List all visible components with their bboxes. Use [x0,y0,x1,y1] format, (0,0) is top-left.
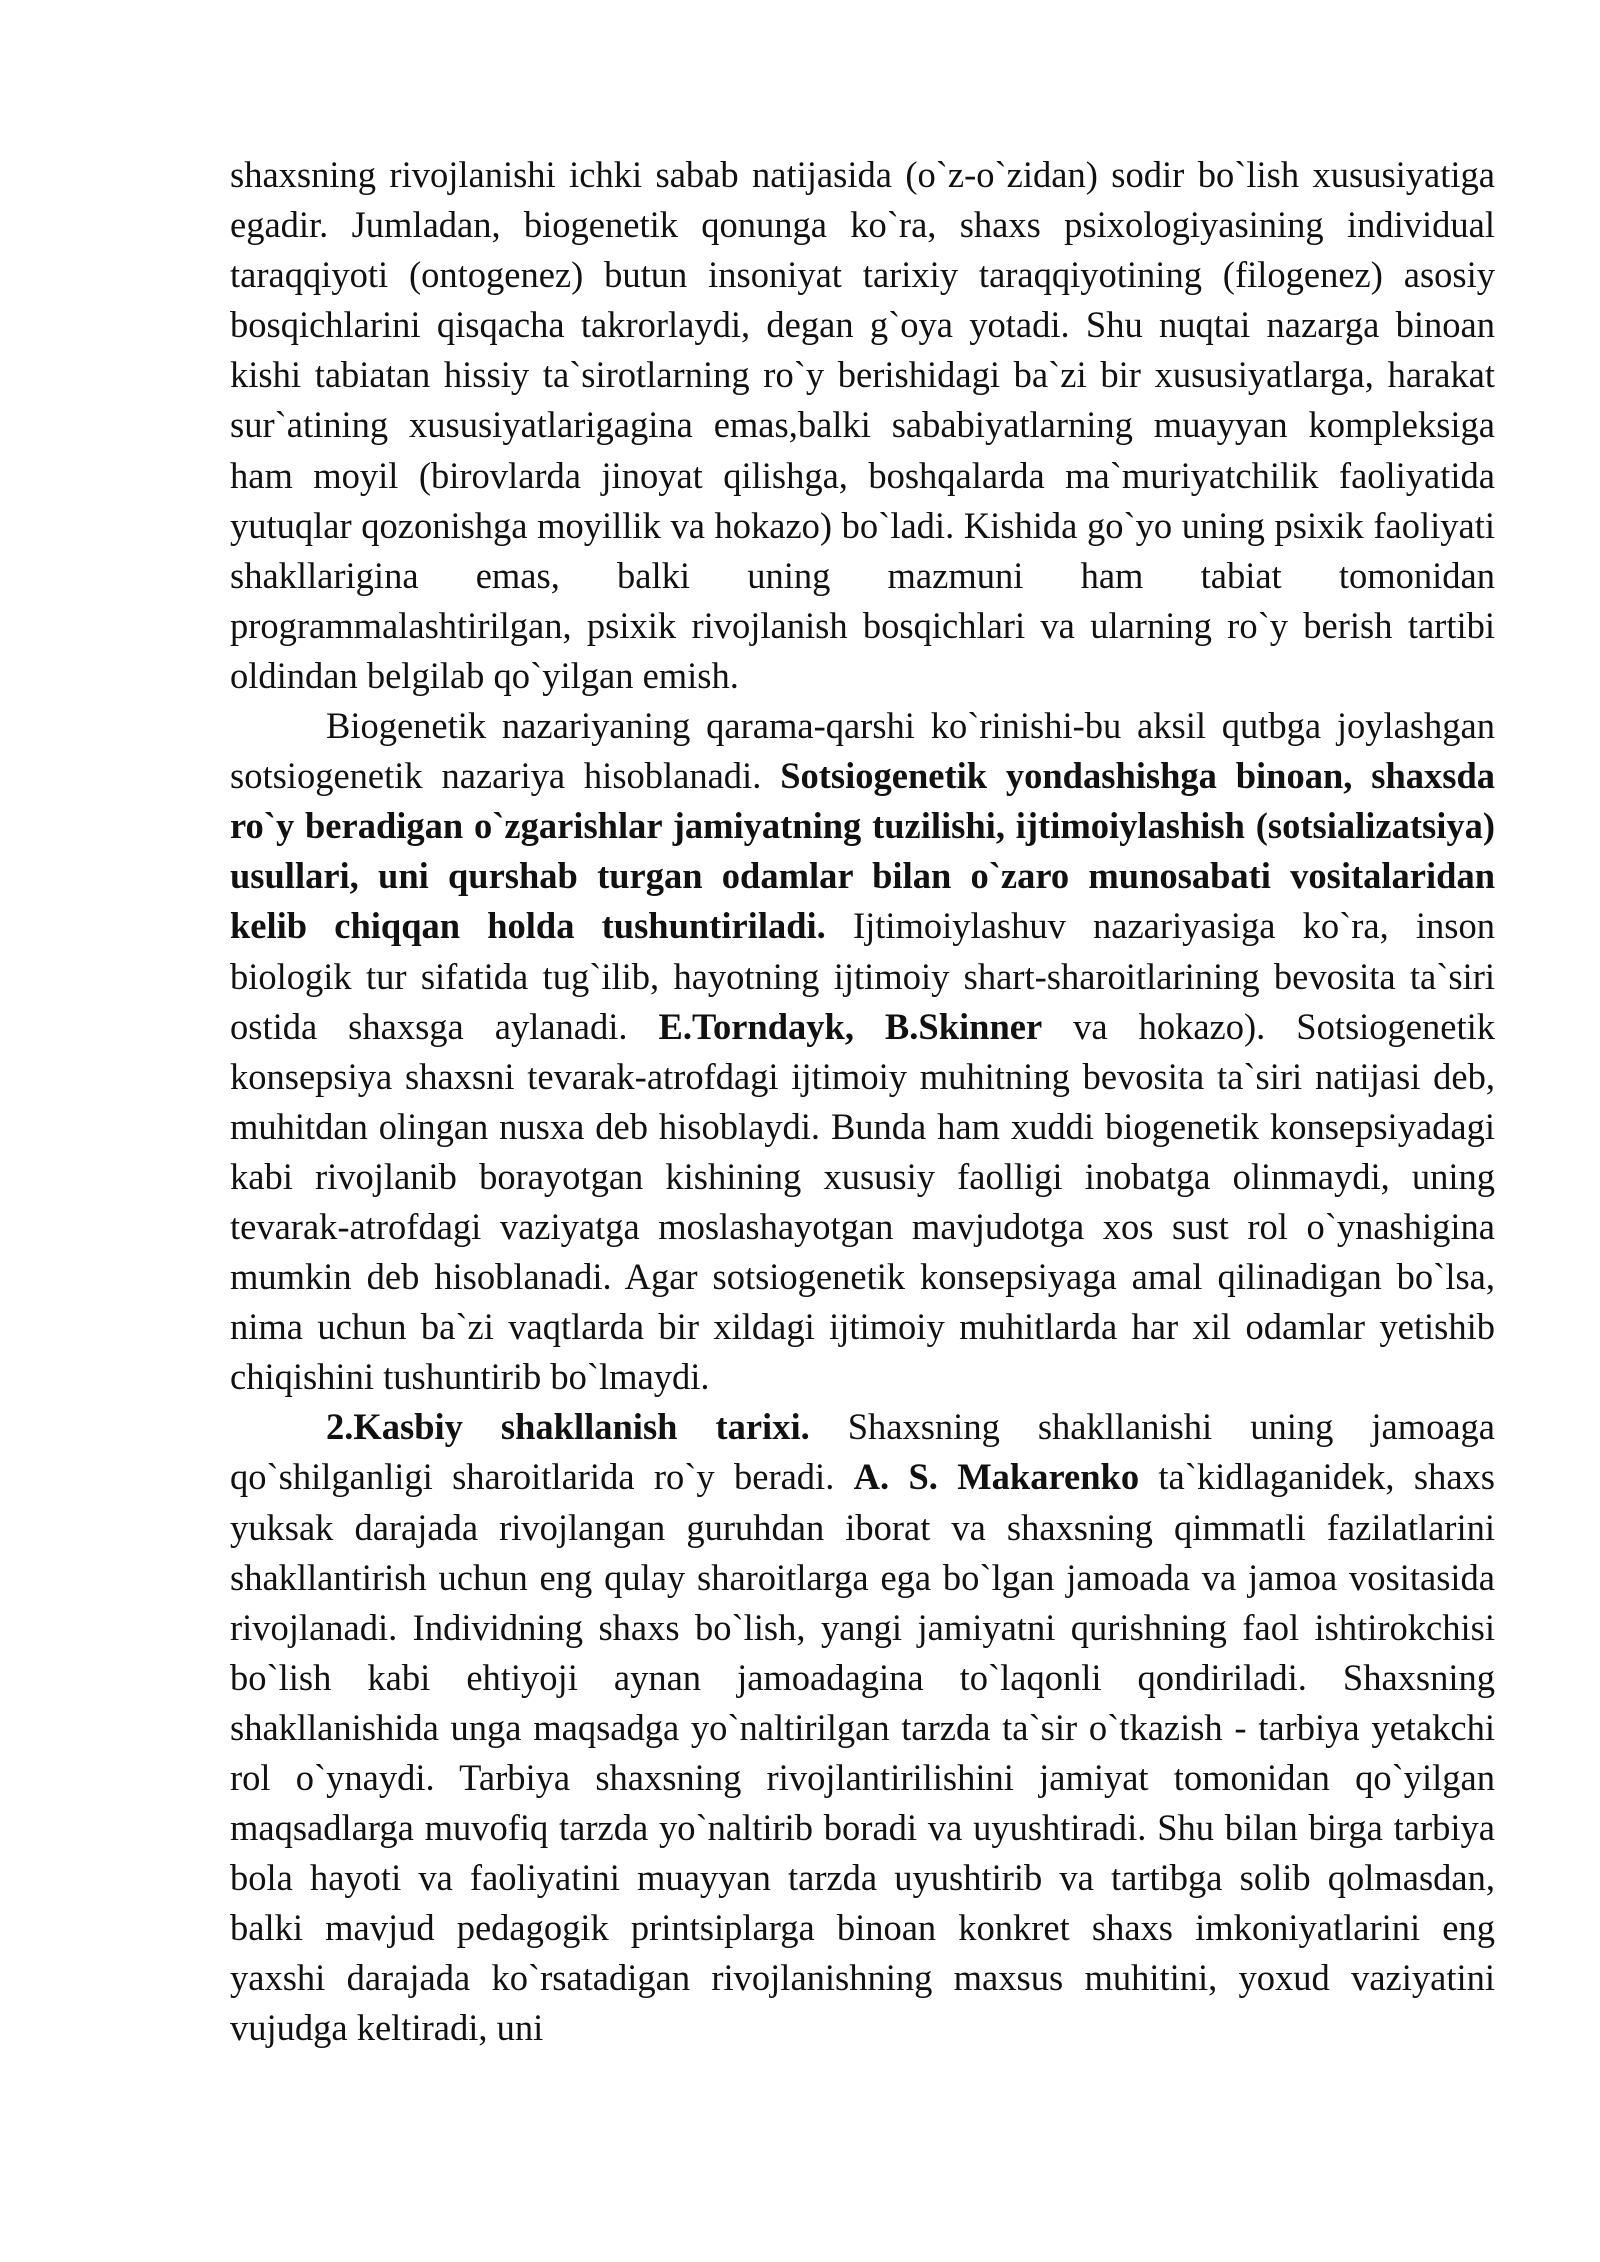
text-span: Shaxsning shakllanishi uning jamoaga qo`shilganligi sharoitlarida ro`y beradi. [230,1406,1495,1498]
text-span: ta`kidlaganidek, shaxs yuksak darajada rivojlangan guruhdan iborat va shaxsning qimmatli fazilatlarini shakllantirish uchun eng qulay sharoitlarga ega bo`lgan jamoada va jamoa vositasida rivojlanadi. Individning shaxs bo`lish, yangi jamiyatni qurishning faol ishtirokchisi bo`lish kabi ehtiyoji aynan jamoadagina to`laqonli qondiriladi. Shaxsning shakllanishida unga maqsadga yo`naltirilgan tarzda ta`sir o`tkazish - tarbiya yetakchi rol o`ynaydi. Tarbiya shaxsning rivojlantirilishini jamiyat tomonidan qo`yilgan maqsadlarga muvofiq tarzda yo`naltirib boradi va uyushtiradi. Shu bilan birga tarbiya bola hayoti va faoliyatini muayyan tarzda uyushtirib va tartibga solib qolmasdan, balki mavjud pedagogik printsiplarga binoan konkret shaxs imkoniyatlarini eng yaxshi darajada ko`rsatadigan rivojlanishning maxsus muhitini, yoxud vaziyatini vujudga keltiradi, uni [230,1456,1495,2049]
bold-definition: Sotsiogenetik yondashishga binoan, shaxsda ro`y beradigan o`zgarishlar jamiyatning tuzilishi, ijtimoiylashish (sotsializatsiya) usullari, uni qurshab turgan odamlar bilan o`zaro munosabati vositalaridan kelib chiqqan holda tushuntiriladi. [230,755,1496,947]
text-span: Biogenetik nazariyaning qarama-qarshi ko`rinishi-bu aksil qutbga joylashgan sotsiogenetik nazariya hisoblanadi. [230,705,1495,797]
text-span: shaxsning rivojlanishi ichki sabab natijasida (o`z-o`zidan) sodir bo`lish xususiyatiga egadir. Jumladan, biogenetik qonunga ko`ra, shaxs psixologiyasining individual taraqqiyoti (ontogenez) butun insoniyat tarixiy taraqqiyotining (filogenez) asosiy bosqichlarini qisqacha takrorlaydi, degan g`oya yotadi. Shu nuqtai nazarga binoan kishi tabiatan hissiy ta`sirotlarning ro`y berishidagi ba`zi bir xususiyatlarga, harakat sur`atining xususiyatlarigagina emas,balki sababiyatlarning muayyan kompleksiga ham moyil (birovlarda jinoyat qilishga, boshqalarda ma`muriyatchilik faoliyatida yutuqlar qozonishga moyillik va hokazo) bo`ladi. Kishida go`yo uning psixik faoliyati shakllarigina emas, balki uning mazmuni ham tabiat tomonidan programmalashtirilgan, psixik rivojlanish bosqichlari va ularning ro`y berish tartibi oldindan belgilab qo`yilgan emish. [230,154,1495,696]
paragraph-biogenetic-continuation [230,150,1495,701]
section-heading: 2.Kasbiy shakllanish tarixi. [326,1406,810,1448]
paragraph-professional-formation [230,1402,1495,2053]
text-span: Ijtimoiylashuv nazariyasiga ko`ra, inson biologik tur sifatida tug`ilib, hayotning ijtimoiy shart-sharoitlarining bevosita ta`siri ostida shaxsga aylanadi. [230,905,1495,1047]
text-span: va hokazo). Sotsiogenetik konsepsiya shaxsni tevarak-atrofdagi ijtimoiy muhitning bevosita ta`siri natijasi deb, muhitdan olingan nusxa deb hisoblaydi. Bunda ham xuddi biogenetik konsepsiyadagi kabi rivojlanib borayotgan kishining xususiy faolligi inobatga olinmaydi, uning tevarak-atrofdagi vaziyatga moslashayotgan mavjudotga xos sust rol o`ynashigina mumkin deb hisoblanadi. Agar sotsiogenetik konsepsiyaga amal qilinadigan bo`lsa, nima uchun ba`zi vaqtlarda bir xildagi ijtimoiy muhitlarda har xil odamlar yetishib chiqishini tushuntirib bo`lmaydi. [230,1005,1495,1398]
bold-authors: E.Torndayk, B.Skinner [658,1005,1043,1047]
paragraph-sociogenetic-theory [230,701,1495,1402]
bold-author-makarenko: A. S. Makarenko [853,1456,1140,1498]
document-page [230,150,1495,2054]
